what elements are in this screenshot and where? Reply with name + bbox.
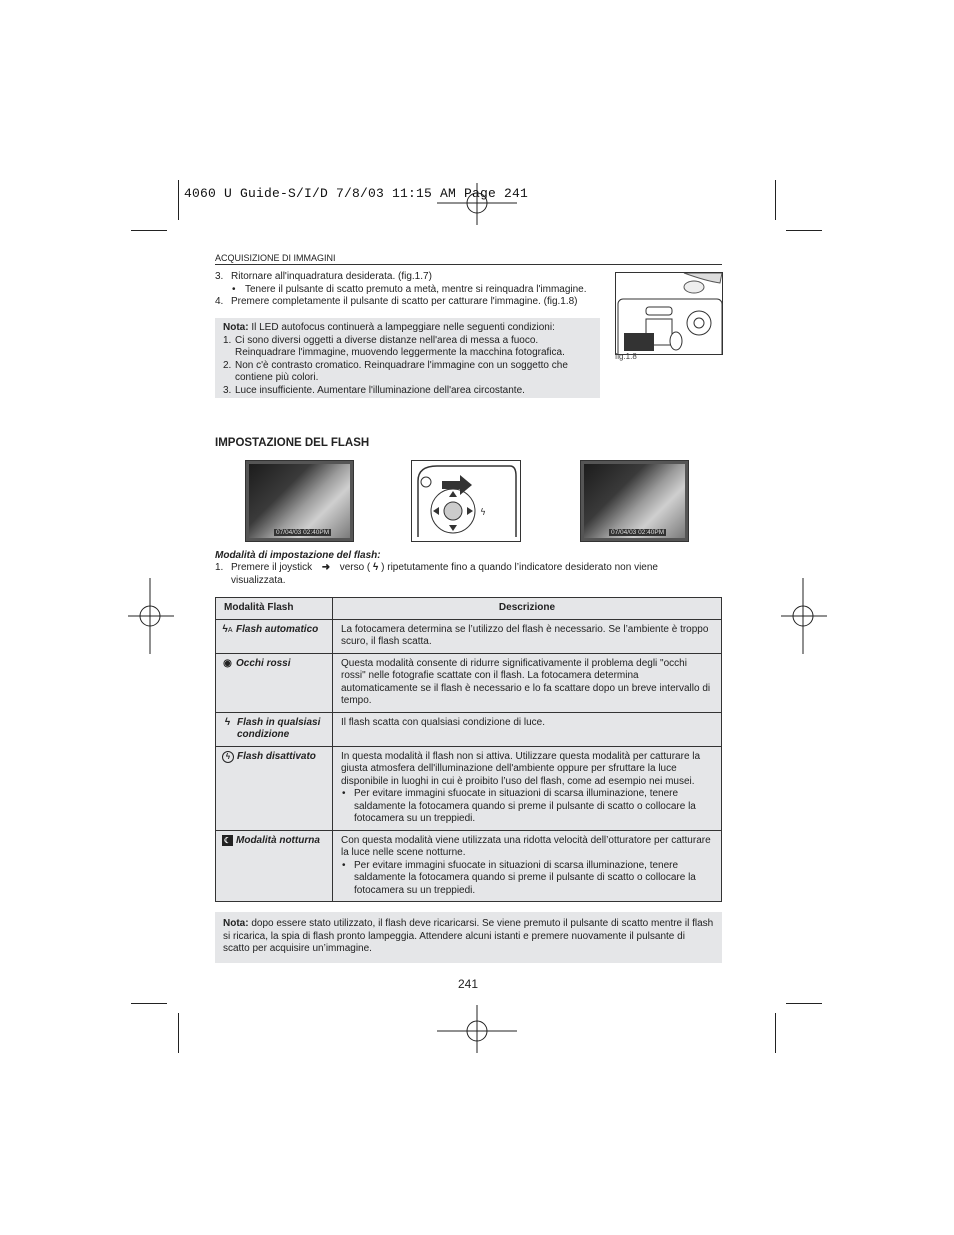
lcd-timestamp: 07/04/03 02:40PM	[276, 529, 330, 536]
note-item-3: 3. Luce insufficiente. Aumentare l'illuminazione dell'area circostante.	[223, 384, 525, 396]
header-description: Descrizione	[333, 598, 722, 620]
figure-caption: fig.1.8	[615, 352, 637, 361]
note-autofocus-intro: Nota: Il LED autofocus continuerà a lampeggiare nelle seguenti condizioni:	[223, 322, 555, 333]
red-eye-icon: ◉	[223, 657, 232, 669]
table-row	[216, 653, 722, 712]
svg-text:ϟ: ϟ	[480, 508, 486, 518]
mode-cell: ϟ Flash disattivato	[216, 746, 333, 830]
note-item-1: 1. Ci sono diversi oggetti a diverse distanze nell'area di messa a fuoco. Reinquadrare l'immagine, muovendo leggermente la macchina fotografica.	[223, 334, 565, 358]
night-mode-icon: ☾	[223, 835, 232, 845]
mode-cell: ϟ Flash in qualsiasi condizione	[216, 712, 333, 746]
tip-bullet: • Per evitare immagini sfuocate in situazioni di scarsa illuminazione, tenere saldamente la fotocamera quando si preme il pulsante di scatto o collocare la fotocamera su un treppiedi.	[354, 788, 713, 826]
page-number: 241	[458, 977, 479, 991]
joystick-illustration	[411, 460, 521, 542]
registration-mark-right	[781, 578, 827, 654]
desc-cell: Il flash scatta con qualsiasi condizione di luce.	[333, 712, 722, 746]
flash-auto-icon: ϟA	[222, 623, 233, 635]
print-slug: 4060 U Guide-S/I/D 7/8/03 11:15 AM Page 241	[184, 186, 529, 201]
arrow-right-icon: ➜	[321, 562, 331, 573]
flash-section-title: IMPOSTAZIONE DEL FLASH	[215, 437, 370, 449]
mode-cell: ϟA Flash automatico	[216, 619, 333, 653]
mode-cell: ☾ Modalità notturna	[216, 830, 333, 902]
table-row	[216, 712, 722, 746]
note-item-2: 2. Non c'è contrasto cromatico. Reinquadrare l'immagine con un soggetto che contiene più colori.	[223, 359, 568, 383]
lcd-timestamp: 07/04/03 02:40PM	[611, 529, 665, 536]
tip-bullet: • Per evitare immagini sfuocate in situazioni di scarsa illuminazione, tenere saldamente la fotocamera quando si preme il pulsante di scatto o collocare la fotocamera su un treppiedi.	[354, 860, 713, 898]
modes-heading: Modalità di impostazione del flash:	[215, 550, 381, 561]
figure-1-8	[615, 272, 723, 355]
table-header-row	[216, 598, 722, 620]
desc-cell: Con questa modalità viene utilizzata una ridotta velocità dell’otturatore per catturare la luce nelle scene notturne. • Per evitare immagini sfuocate in situazioni di scarsa illuminazione, tenere saldamente la fotocamera quando si preme il pulsante di scatto o collocare la fotocamera su un treppiedi.	[333, 830, 722, 902]
table-row	[216, 830, 722, 902]
header-mode: Modalità Flash	[216, 598, 333, 620]
flash-modes-table	[215, 597, 722, 902]
mode-cell: ◉ Occhi rossi	[216, 653, 333, 712]
flash-icon: ϟ	[373, 562, 379, 573]
header-rule	[215, 264, 722, 265]
camera-back-illustration	[616, 273, 722, 354]
section-header: ACQUISIZIONE DI IMMAGINI	[215, 253, 336, 263]
registration-mark-left	[128, 578, 174, 654]
lcd-screen-left	[245, 460, 354, 542]
table-row	[216, 746, 722, 830]
note-autofocus	[215, 318, 600, 398]
registration-mark-top	[437, 175, 517, 225]
step-4: 4. Premere completamente il pulsante di scatto per catturare l'immagine. (fig.1.8)	[215, 296, 578, 307]
lcd-screen-right	[580, 460, 689, 542]
desc-cell: Questa modalità consente di ridurre significativamente il problema degli "occhi rossi" nelle fotografie scattate con il flash. La fotocamera determina automaticamente se il flash è necessario e lo fa scattare dopo un breve intervallo di tempo.	[333, 653, 722, 712]
flash-off-icon: ϟ	[222, 751, 234, 763]
flash-forced-icon: ϟ	[224, 716, 231, 728]
desc-cell: In questa modalità il flash non si attiva. Utilizzare questa modalità per catturare la giusta atmosfera dell'illuminazione dell'ambiente oppure per sfruttare la luce disponibile in luoghi in cui è proibito l’uso del flash, come ad esempio nei musei. • Per evitare immagini sfuocate in situazioni di scarsa illuminazione, tenere saldamente la fotocamera quando si preme il pulsante di scatto o collocare la fotocamera su un treppiedi.	[333, 746, 722, 830]
step-3-bullet: • Tenere il pulsante di scatto premuto a metà, mentre si reinquadra l'immagine.	[232, 283, 587, 295]
steps-top	[215, 271, 610, 309]
registration-mark-bottom	[437, 1005, 517, 1055]
table-row	[216, 619, 722, 653]
step-3: 3. Ritornare all'inquadratura desiderata. (fig.1.7)	[215, 271, 432, 282]
desc-cell: La fotocamera determina se l’utilizzo del flash è necessario. Se l’ambiente è troppo scuro, il flash scatta.	[333, 619, 722, 653]
note-flash-recharge: Nota: dopo essere stato utilizzato, il flash deve ricaricarsi. Se viene premuto il pulsante di scatto mentre il flash si ricarica, la spia di flash pronto lampeggia. Attendere alcuni istanti e premere nuovamente il pulsante di scatto per acquisire un’immagine.	[215, 912, 722, 963]
step-1: 1. Premere il joystick ➜ verso ( ϟ ) ripetutamente fino a quando l’indicatore desiderato non viene visualizzata.	[215, 562, 658, 586]
